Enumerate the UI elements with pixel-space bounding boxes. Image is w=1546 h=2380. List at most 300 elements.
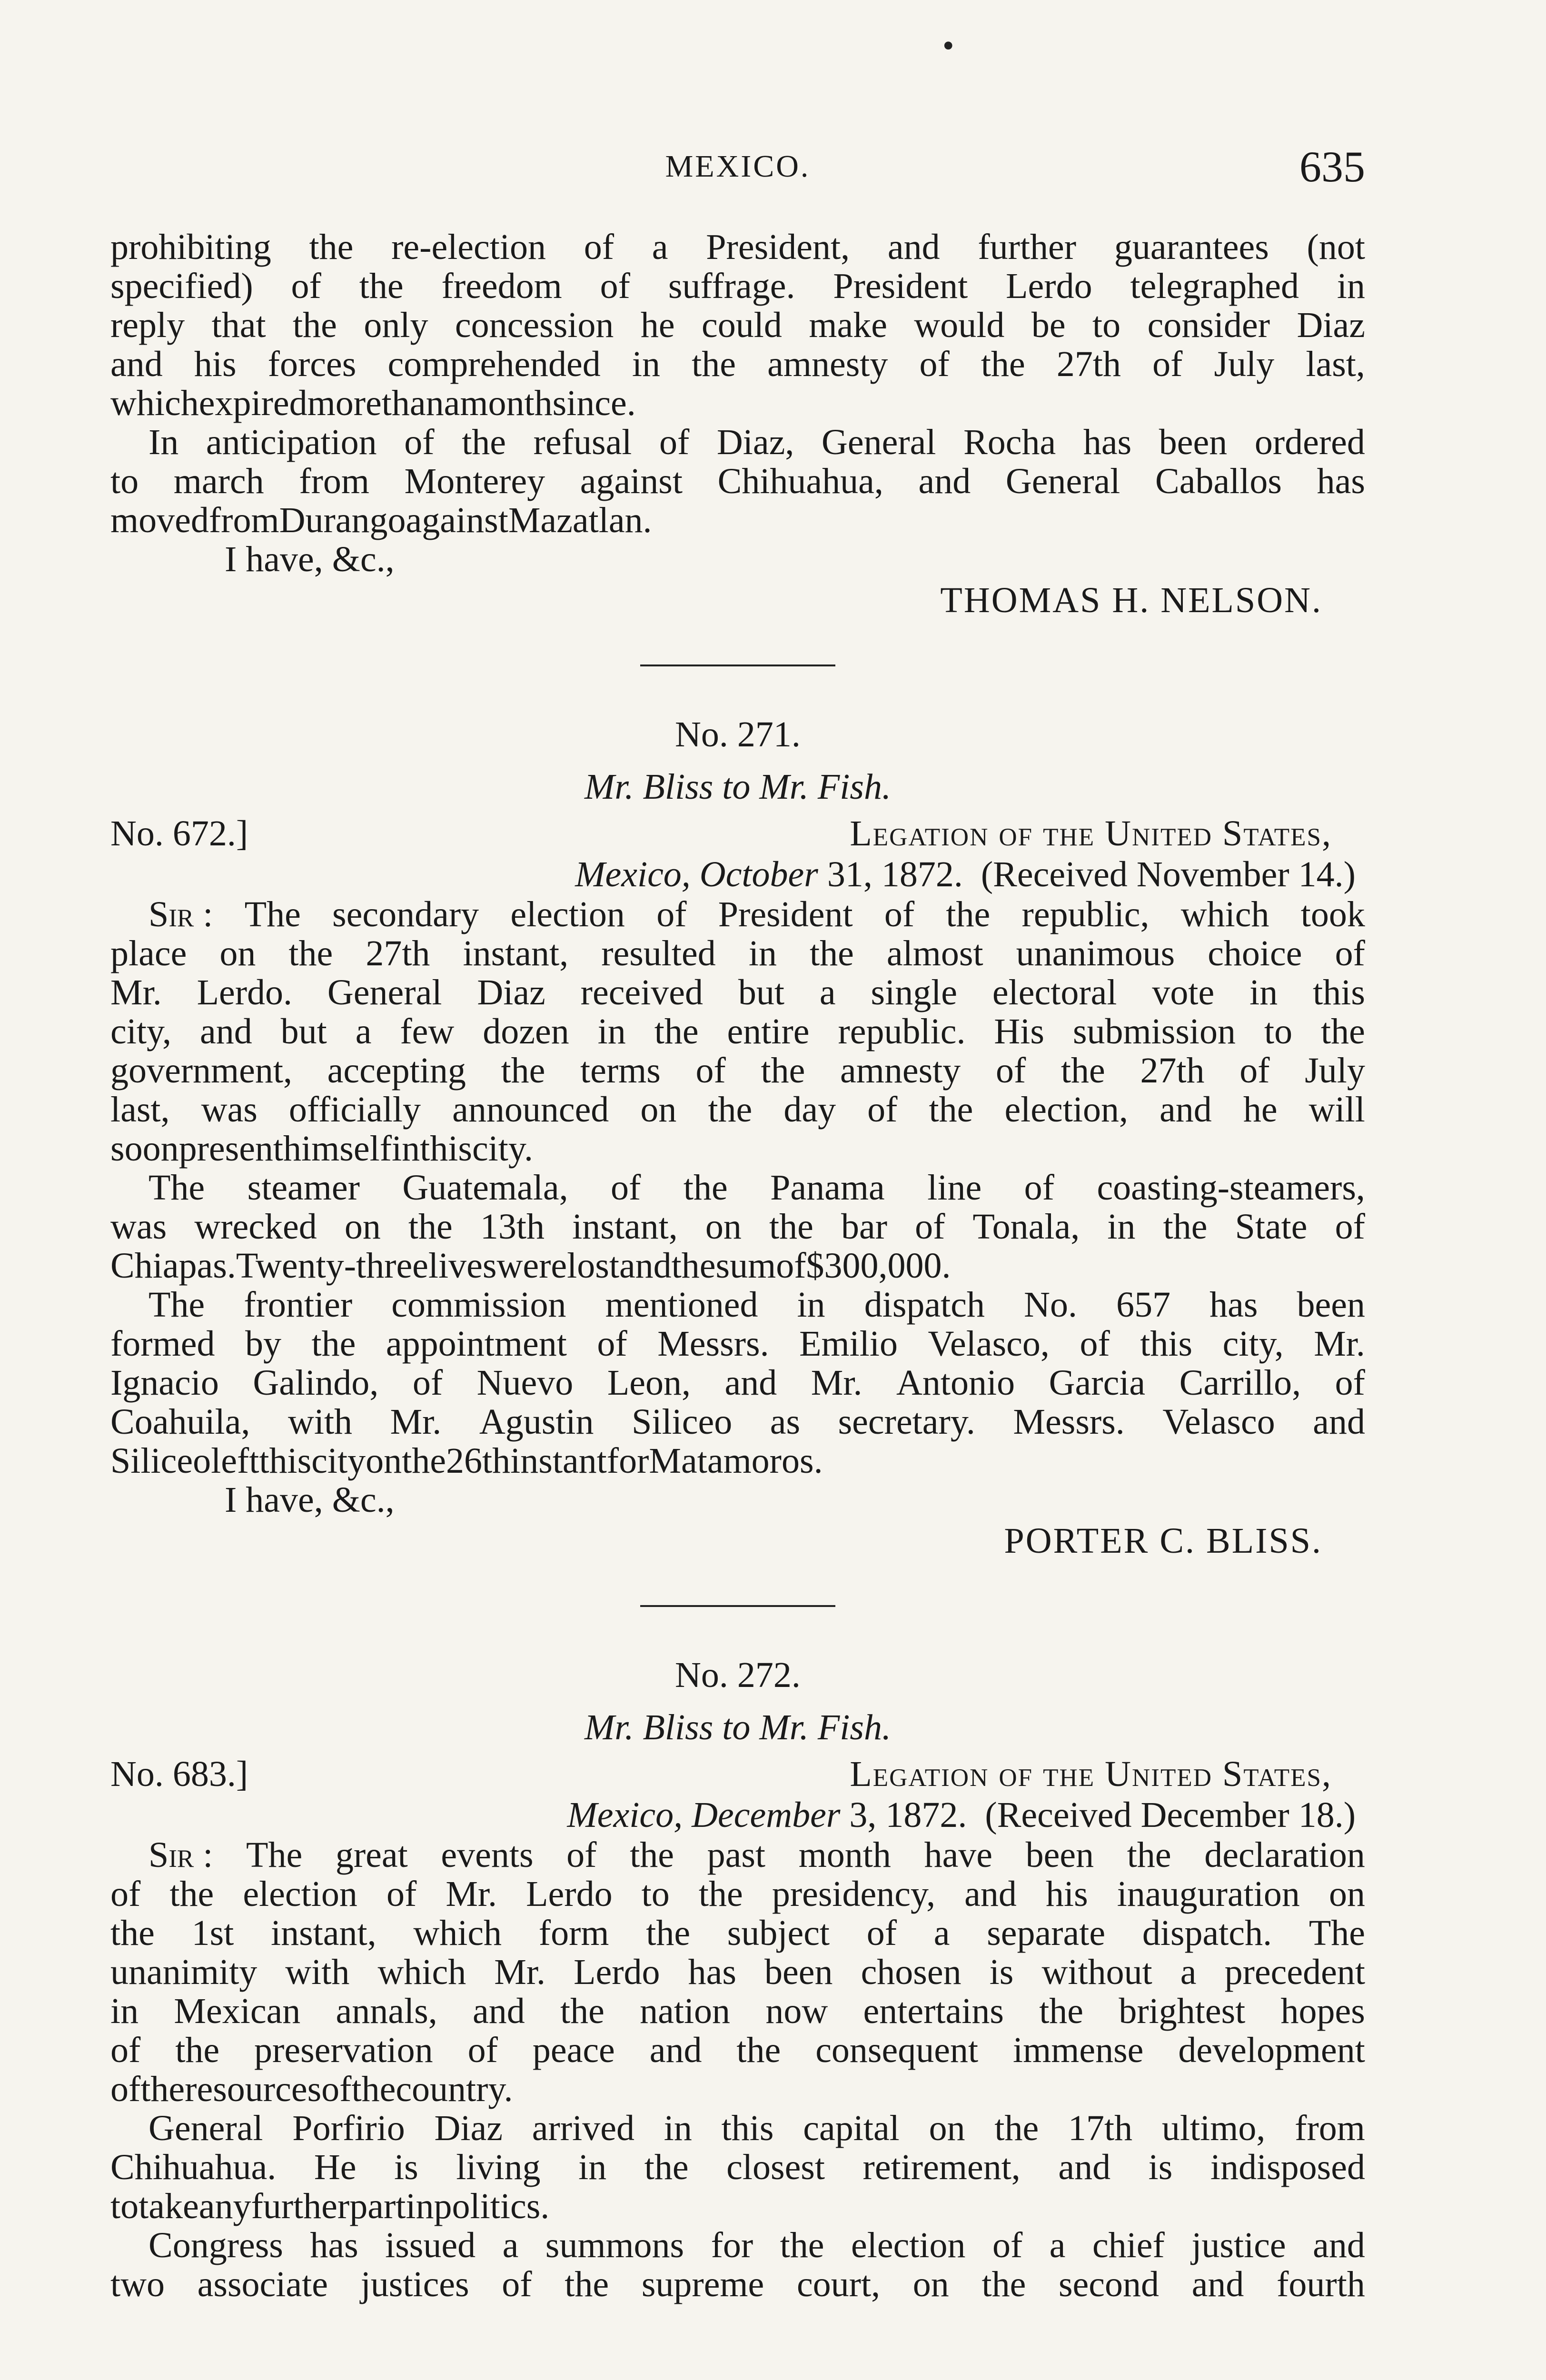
word: instant, <box>463 933 569 973</box>
document-title: Mr. Bliss to Mr. Fish. <box>585 767 891 807</box>
word: the <box>169 1874 214 1914</box>
word: Coahuila, <box>110 1402 250 1442</box>
word: summons <box>545 2225 684 2265</box>
word: received <box>580 972 704 1012</box>
word: in <box>748 933 777 973</box>
word: associate <box>197 2264 328 2304</box>
received-note: (Received November 14.) <box>981 854 1356 894</box>
word: of <box>867 1090 898 1130</box>
text-line <box>110 1992 1365 2031</box>
word: of <box>776 1246 806 1286</box>
word: the <box>1060 1051 1105 1091</box>
word: of <box>1335 1207 1365 1247</box>
word: take <box>139 2186 199 2226</box>
document-number: No. 271. <box>675 714 801 754</box>
text-line <box>110 895 1365 934</box>
word: dispatch. <box>1142 1913 1272 1953</box>
word: presidency, <box>772 1874 936 1914</box>
word: which <box>377 1952 466 1992</box>
word: accepting <box>327 1051 466 1091</box>
word: from <box>208 500 279 540</box>
word: President <box>833 266 968 306</box>
word: further <box>978 227 1077 267</box>
word: Durango <box>279 500 406 540</box>
word: expired <box>198 383 307 423</box>
word: in <box>578 2147 607 2187</box>
word: country. <box>396 2069 513 2109</box>
word: Mazatlan. <box>508 500 652 540</box>
word: of <box>584 227 614 267</box>
word: be <box>1031 305 1066 345</box>
word: his <box>1045 1874 1088 1914</box>
word: refusal <box>533 422 632 462</box>
dispatch-reference <box>110 1754 1365 1795</box>
word: of <box>386 1874 417 1914</box>
date-day-year: 31, 1872. <box>818 854 963 894</box>
word: and <box>1191 2264 1244 2304</box>
word: Siliceo <box>110 1441 211 1481</box>
word: of <box>110 2069 141 2109</box>
word: a <box>355 1012 372 1051</box>
word: with <box>287 1402 353 1442</box>
word: further <box>251 2186 350 2226</box>
word: the <box>1321 1012 1365 1051</box>
word: precedent <box>1224 1952 1365 1992</box>
word: with <box>285 1952 350 1992</box>
word: Diaz <box>434 2108 503 2148</box>
word: Mr. <box>446 1874 497 1914</box>
word: closest <box>726 2147 825 2187</box>
word: ultimo, <box>1161 2108 1266 2148</box>
word: only <box>364 305 428 345</box>
word: commission <box>391 1285 566 1325</box>
word: Mr. <box>1314 1324 1365 1364</box>
word: to <box>641 1874 670 1914</box>
word: in <box>1107 1207 1136 1247</box>
word: city, <box>110 1012 172 1051</box>
word: of <box>1024 1168 1054 1208</box>
word: telegraphed <box>1130 266 1299 306</box>
word: concession <box>455 305 614 345</box>
word: as <box>770 1402 801 1442</box>
word: to <box>110 2186 139 2226</box>
word: have <box>924 1835 993 1875</box>
word: Lerdo. <box>197 972 293 1012</box>
word: terms <box>580 1051 661 1091</box>
word: frontier <box>244 1285 353 1325</box>
word: place <box>110 933 187 973</box>
word: of <box>656 894 687 934</box>
word: freedom <box>441 266 562 306</box>
word: events <box>441 1835 534 1875</box>
word: hopes <box>1280 1991 1365 2031</box>
text-line <box>110 1402 1365 1441</box>
word: President <box>718 894 853 934</box>
text-line <box>110 462 1365 501</box>
text-line <box>110 1363 1365 1402</box>
word: The <box>244 894 301 934</box>
word: city, <box>1222 1324 1284 1364</box>
word: State <box>1235 1207 1308 1247</box>
word: Lerdo <box>1006 266 1092 306</box>
text-line <box>110 973 1365 1012</box>
word: on <box>640 1090 677 1130</box>
word: submission <box>1072 1012 1236 1051</box>
text-line <box>110 345 1365 384</box>
word: by <box>245 1324 281 1364</box>
word: Matamoros. <box>649 1441 823 1481</box>
word: re-election <box>391 227 546 267</box>
letter-paragraph-3 <box>110 1285 1365 1480</box>
text-line <box>110 1324 1365 1363</box>
word: the <box>462 422 506 462</box>
word: electoral <box>992 972 1117 1012</box>
word: Tonala, <box>972 1207 1080 1247</box>
word: amnesty <box>840 1051 961 1091</box>
word: in <box>632 344 661 384</box>
word: Velasco <box>1162 1402 1275 1442</box>
word: and <box>110 344 163 384</box>
word: month <box>798 1835 891 1875</box>
word: Caballos <box>1155 461 1282 501</box>
text-line <box>110 1285 1365 1324</box>
continuation-paragraph-2 <box>110 423 1365 540</box>
word: a <box>1049 2225 1066 2265</box>
word: is <box>989 1952 1014 1992</box>
word: separate <box>987 1913 1106 1953</box>
word: $300,000. <box>806 1246 951 1286</box>
word: of <box>611 1168 641 1208</box>
word: that <box>211 305 266 345</box>
text-line <box>110 2148 1365 2187</box>
word: and <box>649 2030 702 2070</box>
word: Twenty-three <box>236 1246 428 1286</box>
word: issued <box>385 2225 476 2265</box>
word: the <box>1163 1207 1208 1247</box>
text-line <box>110 2070 1365 2109</box>
word: in <box>664 2108 692 2148</box>
text-line <box>110 267 1365 306</box>
word: forces <box>268 344 357 384</box>
word: from <box>299 461 369 501</box>
word: resources <box>185 2069 322 2109</box>
word: march <box>173 461 264 501</box>
word: of <box>992 2225 1023 2265</box>
word: the <box>311 1324 356 1364</box>
word: arrived <box>532 2108 634 2148</box>
word: since. <box>552 383 636 423</box>
word: has <box>1317 461 1365 501</box>
word: and <box>1313 1402 1365 1442</box>
word: the <box>981 2264 1026 2304</box>
word: instant, <box>572 1207 678 1247</box>
word: specified) <box>110 266 253 306</box>
word: brightest <box>1119 1991 1246 2031</box>
word: living <box>456 2147 541 2187</box>
word: and <box>918 461 971 501</box>
word: 17th <box>1068 2108 1133 2148</box>
word: and <box>472 1991 525 2031</box>
word: declaration <box>1204 1835 1365 1875</box>
word: government, <box>110 1051 293 1091</box>
word: officially <box>288 1090 421 1130</box>
word: now <box>765 1991 828 2031</box>
word: is <box>1148 2147 1173 2187</box>
word: Garcia <box>1049 1363 1146 1403</box>
running-head: MEXICO. <box>665 149 811 184</box>
word: of <box>110 1874 141 1914</box>
word: of <box>995 1051 1026 1091</box>
word: a <box>502 2225 519 2265</box>
word: 657 <box>1116 1285 1171 1325</box>
date-place: Mexico, December <box>567 1795 841 1835</box>
word: comprehended <box>387 344 601 384</box>
word: consider <box>1147 305 1270 345</box>
word: and <box>619 1246 672 1286</box>
word: appointment <box>386 1324 567 1364</box>
word: Mr. <box>811 1363 862 1403</box>
word: part <box>349 2186 406 2226</box>
word: than <box>381 383 444 423</box>
word: Mr. <box>494 1952 545 1992</box>
word: dozen <box>483 1012 569 1051</box>
body-text <box>110 228 1365 2304</box>
word: this <box>259 1441 312 1481</box>
word: The <box>149 1285 205 1325</box>
word: the <box>359 266 404 306</box>
text-line <box>110 1168 1365 1207</box>
word: the <box>780 2225 824 2265</box>
closing: I have, &c., <box>225 539 395 579</box>
word: No. <box>1024 1285 1077 1325</box>
word: fourth <box>1277 2264 1365 2304</box>
word: Mexican <box>174 1991 301 2031</box>
word: entertains <box>863 1991 1004 2031</box>
word: the <box>293 305 337 345</box>
signature: PORTER C. BLISS. <box>1004 1521 1322 1561</box>
word: last, <box>110 1090 170 1130</box>
word: lost <box>567 1246 619 1286</box>
date-line <box>110 1795 1365 1835</box>
word: suffrage. <box>668 266 795 306</box>
word: formed <box>110 1324 215 1364</box>
word: the <box>351 2069 396 2109</box>
text-line <box>110 228 1365 267</box>
word: Emilio <box>799 1324 898 1364</box>
word: vote <box>1152 972 1215 1012</box>
text-line <box>110 2226 1365 2265</box>
word: been <box>1025 1835 1094 1875</box>
word: in <box>797 1285 825 1325</box>
word: Leon, <box>607 1363 691 1403</box>
word: the <box>560 1991 605 2031</box>
word: has <box>1083 422 1132 462</box>
word: a <box>1180 1952 1197 1992</box>
word: secondary <box>332 894 479 934</box>
text-line <box>110 384 1365 423</box>
word: annals, <box>336 1991 437 2031</box>
word: secretary. <box>838 1402 975 1442</box>
word: The <box>246 1835 303 1875</box>
text-line <box>110 1090 1365 1129</box>
document-title: Mr. Bliss to Mr. Fish. <box>585 1707 891 1747</box>
text-line <box>110 1874 1365 1914</box>
letter-paragraph-2 <box>110 1168 1365 1285</box>
word: of <box>659 422 690 462</box>
word: but <box>738 972 785 1012</box>
word: inauguration <box>1117 1874 1300 1914</box>
word: and <box>1313 2225 1365 2265</box>
dispatch-number: No. 672.] <box>110 813 248 853</box>
letter-paragraph-2 <box>110 2109 1365 2226</box>
word: soon <box>110 1129 179 1169</box>
signature: THOMAS H. NELSON. <box>940 580 1322 620</box>
word: wrecked <box>194 1207 317 1247</box>
word: of <box>919 344 950 384</box>
word: Messrs. <box>657 1324 769 1364</box>
word: of <box>1335 933 1365 973</box>
word: of <box>1152 344 1183 384</box>
word: Ignacio <box>110 1363 219 1403</box>
word: Diaz <box>477 972 545 1012</box>
word: the <box>698 1874 743 1914</box>
word: and <box>199 1012 252 1051</box>
word: been <box>764 1952 833 1992</box>
word: Mr. <box>110 972 162 1012</box>
word: the <box>110 1913 155 1953</box>
text-line <box>110 934 1365 973</box>
word: the <box>994 2108 1039 2148</box>
closing: I have, &c., <box>225 1480 395 1520</box>
word: General <box>149 2108 263 2148</box>
word: coasting-steamers, <box>1097 1168 1365 1208</box>
word: in <box>406 2186 434 2226</box>
word: court, <box>796 2264 881 2304</box>
word: the <box>402 1441 446 1481</box>
date-day-year: 3, 1872. <box>840 1795 967 1835</box>
word: bar <box>841 1207 888 1247</box>
word: the <box>1039 1991 1084 2031</box>
word: the <box>630 1835 674 1875</box>
word: the <box>501 1051 545 1091</box>
word: of <box>866 1913 897 1953</box>
word: Messrs. <box>1013 1402 1125 1442</box>
word: Carrillo, <box>1179 1363 1301 1403</box>
word: a <box>819 972 836 1012</box>
word: Chihuahua, <box>717 461 883 501</box>
word: His <box>994 1012 1044 1051</box>
word: this <box>721 2108 774 2148</box>
word: the <box>644 2147 689 2187</box>
text-line <box>110 1246 1365 1285</box>
word: Monterey <box>404 461 545 501</box>
word: republic, <box>1021 894 1150 934</box>
word: and <box>887 227 940 267</box>
word: city. <box>472 1129 533 1169</box>
text-line <box>110 1051 1365 1090</box>
word: Mr. <box>390 1402 442 1442</box>
word: moved <box>110 500 209 540</box>
word: amnesty <box>767 344 888 384</box>
word: the <box>140 2069 185 2109</box>
word: unanimous <box>1016 933 1175 973</box>
word: 27th <box>1140 1051 1205 1091</box>
word: The <box>1308 1913 1365 1953</box>
word: Velasco, <box>928 1324 1050 1364</box>
word: Chiapas. <box>110 1246 236 1286</box>
word: July <box>1305 1051 1365 1091</box>
word: (not <box>1307 227 1365 267</box>
word: and <box>964 1874 1017 1914</box>
word: 1st <box>191 1913 234 1953</box>
word: his <box>194 344 237 384</box>
word: was <box>110 1207 167 1247</box>
word: in <box>110 1991 139 2031</box>
word: of <box>291 266 321 306</box>
word: election <box>510 894 625 934</box>
word: in <box>1337 266 1365 306</box>
word: past <box>707 1835 766 1875</box>
word: of <box>467 2030 498 2070</box>
word: has <box>310 2225 358 2265</box>
word: General <box>821 422 936 462</box>
word: steamer <box>247 1168 360 1208</box>
word: of <box>915 1207 945 1247</box>
word: instant <box>510 1441 607 1481</box>
word: this <box>1140 1324 1193 1364</box>
text-line <box>110 1012 1365 1051</box>
text-line <box>110 2265 1365 2304</box>
word: and <box>1160 1090 1212 1130</box>
word: republic. <box>838 1012 966 1051</box>
salutation: Sir : <box>149 894 213 934</box>
word: ordered <box>1254 422 1365 462</box>
word: 27th <box>1056 344 1121 384</box>
word: chosen <box>861 1952 961 1992</box>
word: could <box>702 305 782 345</box>
word: a <box>652 227 668 267</box>
word: against <box>406 500 508 540</box>
word: justice <box>1191 2225 1286 2265</box>
word: of <box>1239 1051 1270 1091</box>
dispatch-number: No. 683.] <box>110 1754 248 1794</box>
salutation: Sir : <box>149 1835 213 1875</box>
word: took <box>1300 894 1365 934</box>
word: for <box>711 2225 753 2265</box>
word: month <box>460 383 553 423</box>
word: the <box>708 1090 753 1130</box>
word: to <box>1264 1012 1293 1051</box>
word: the <box>175 2030 220 2070</box>
word: on <box>366 1441 402 1481</box>
word: Chihuahua. <box>110 2147 277 2187</box>
word: preservation <box>254 2030 433 2070</box>
word: the <box>408 1207 453 1247</box>
text-line <box>110 1953 1365 1992</box>
word: consequent <box>815 2030 979 2070</box>
word: which <box>1180 894 1269 934</box>
text-line <box>110 501 1365 540</box>
text-line <box>110 1207 1365 1246</box>
document-number: No. 272. <box>675 1655 801 1695</box>
word: Panama <box>770 1168 885 1208</box>
word: politics. <box>434 2186 550 2226</box>
word: last, <box>1306 344 1365 384</box>
word: this <box>1313 972 1365 1012</box>
word: present <box>178 1129 284 1169</box>
word: guarantees <box>1114 227 1269 267</box>
word: chief <box>1092 2225 1165 2265</box>
